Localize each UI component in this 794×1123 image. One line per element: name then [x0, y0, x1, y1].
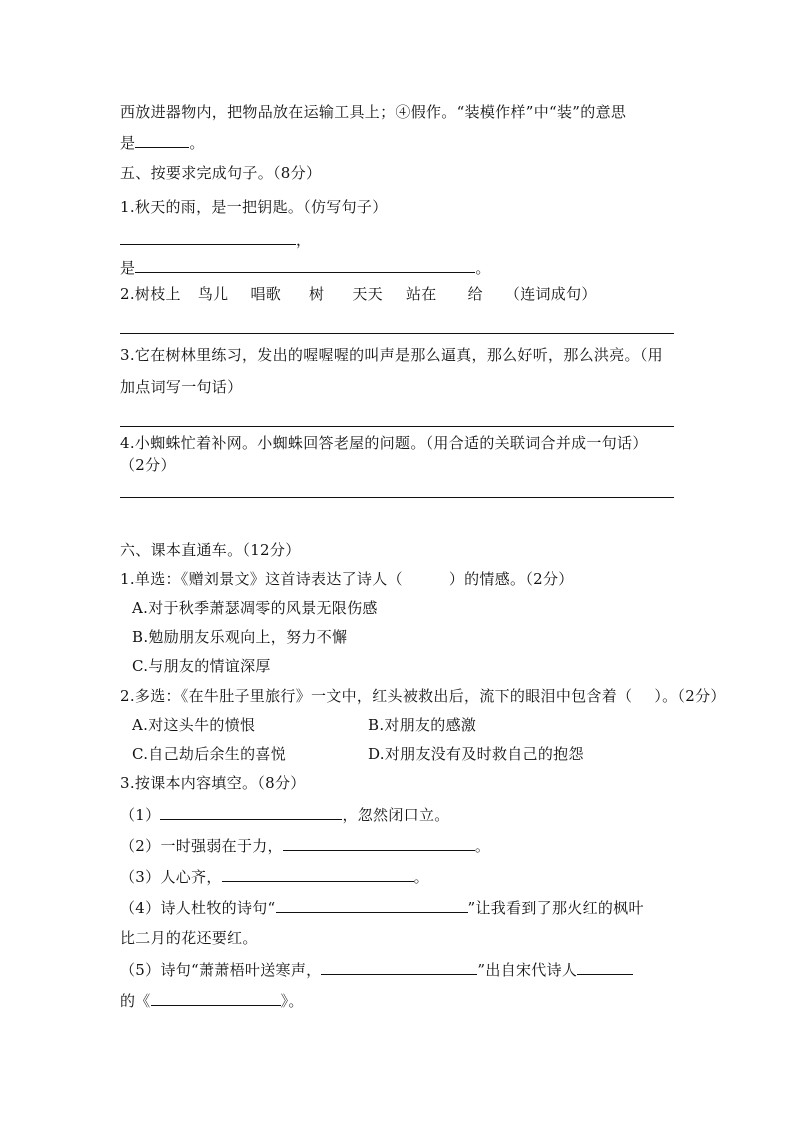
- s5-q4-prompt-1: [120, 432, 676, 454]
- s6-q3-item-5: [120, 958, 676, 980]
- s6-q2-stem: [120, 685, 726, 707]
- continuation-line-2: [120, 131, 676, 153]
- section6-heading-text: 六、课本直通车。（12分）: [120, 541, 301, 559]
- option-text: B.勉励朋友乐观向上，努力不懈: [132, 628, 348, 646]
- s5-q2-word: 鸟儿: [197, 285, 229, 303]
- s5-q3-text-2: 加点词写一句话）: [120, 378, 243, 396]
- s5-q2-prompt: [120, 283, 676, 305]
- s6-q3-item4-blank[interactable]: [276, 896, 468, 913]
- s5-q2-answer-line[interactable]: [120, 333, 674, 334]
- s5-q1-prompt: [120, 196, 676, 218]
- section5-heading: [120, 162, 676, 184]
- s6-q3-item-4: [120, 896, 676, 918]
- s5-q1-comma: ，: [296, 231, 312, 249]
- item-prefix: （4）诗人杜牧的诗句“: [120, 899, 276, 917]
- s5-q4-text-2: （2分）: [120, 456, 176, 474]
- s5-q2-word: 树: [309, 285, 325, 303]
- section6-heading: [120, 539, 676, 561]
- s6-q3-item-3: [120, 865, 676, 887]
- s5-q1-prefix: 是: [120, 259, 136, 277]
- item-suffix: 。: [474, 837, 491, 855]
- s5-q1-end: 。: [475, 259, 491, 277]
- s6-q3-item5-poet-blank[interactable]: [577, 958, 633, 975]
- s6-q1-stem-b: ）的情感。（2分）: [448, 570, 574, 588]
- s6-q2-stem-b: ）。（2分）: [654, 687, 726, 705]
- s6-q3-heading-text: 3.按课本内容填空。（8分）: [120, 774, 306, 792]
- s5-q2-word: 给: [467, 285, 483, 303]
- s6-q2-option-a[interactable]: A.对这头牛的愤恨: [132, 716, 256, 734]
- s5-q3-answer-line[interactable]: [120, 426, 674, 427]
- item-suffix: ”让我看到了那火红的枫叶: [467, 899, 644, 917]
- item-label: （1）: [120, 806, 161, 824]
- s5-q4-prompt-2: [120, 454, 676, 476]
- s6-q1-option-b[interactable]: [132, 626, 688, 648]
- section5-heading-text: 五、按要求完成句子。（8分）: [120, 164, 322, 182]
- s5-q2-num: 2.: [120, 285, 135, 303]
- s6-q3-item-4-cont: [120, 927, 676, 949]
- s5-q1-blank-1[interactable]: [120, 228, 296, 245]
- s6-q2-options-row-2: [132, 743, 688, 765]
- s5-q1-answer-line-1: [120, 228, 676, 250]
- s5-q4-answer-line[interactable]: [120, 497, 674, 498]
- item-prefix: 的《: [120, 992, 151, 1010]
- s5-q1-blank-2[interactable]: [135, 256, 475, 273]
- s6-q3-heading: [120, 772, 676, 794]
- continuation-line-1: [120, 101, 676, 123]
- s5-q2-instruction: （连词成句）: [504, 285, 597, 303]
- item-prefix: （2）一时强弱在于力，: [120, 837, 283, 855]
- s6-q3-item1-blank[interactable]: [160, 803, 342, 820]
- item-mid: ”出自宋代诗人: [477, 961, 578, 979]
- s6-q3-item5-blank-1[interactable]: [321, 958, 477, 975]
- continuation-end: 。: [189, 134, 205, 152]
- s6-q1-option-c[interactable]: [132, 655, 688, 677]
- continuation-text: 西放进器物内，把物品放在运输工具上；④假作。“装模作样”中“装”的意思: [120, 103, 627, 121]
- s5-q1-text: 1.秋天的雨，是一把钥匙。（仿写句子）: [120, 198, 388, 216]
- item-prefix: （3）人心齐，: [120, 868, 222, 886]
- s6-q3-item-5-cont: [120, 989, 676, 1011]
- s5-q2-word: 天天: [352, 285, 383, 303]
- s6-q2-options-row-1: [132, 714, 688, 736]
- s6-q1-stem: [120, 568, 676, 590]
- item-prefix: （5）诗句“萧萧梧叶送寒声，: [120, 961, 322, 979]
- s5-q3-prompt-2: [120, 376, 676, 398]
- option-text: A.对于秋季萧瑟凋零的风景无限伤感: [132, 599, 378, 617]
- option-text: C.与朋友的情谊深厚: [132, 657, 271, 675]
- continuation-prefix: 是: [120, 134, 136, 152]
- item-suffix: 。: [413, 868, 429, 886]
- s5-q3-prompt-1: [120, 344, 676, 366]
- item-suffix: ，忽然闭口立。: [342, 806, 450, 824]
- s6-q3-item3-blank[interactable]: [222, 865, 414, 882]
- item-text: 比二月的花还要红。: [120, 929, 258, 947]
- s6-q1-stem-a: 1.单选：《赠刘景文》这首诗表达了诗人（: [120, 570, 403, 588]
- s5-q2-word: 站在: [405, 285, 437, 303]
- s6-q3-item-1: [120, 803, 676, 825]
- s5-q4-text-1: 4.小蜘蛛忙着补网。小蜘蛛回答老屋的问题。（用合适的关联词合并成一句话）: [120, 434, 648, 452]
- s6-q3-item2-blank[interactable]: [283, 834, 475, 851]
- s6-q2-stem-a: 2.多选：《在牛肚子里旅行》一文中，红头被救出后，流下的眼泪中包含着（: [120, 687, 633, 705]
- item-suffix: 》。: [280, 992, 304, 1010]
- s6-q1-option-a[interactable]: [132, 597, 688, 619]
- s6-q2-option-d[interactable]: D.对朋友没有及时救自己的抱怨: [368, 745, 584, 763]
- s6-q3-item-2: [120, 834, 676, 856]
- s5-q3-text-1: 3.它在树林里练习，发出的喔喔喔的叫声是那么逼真，那么好听，那么洪亮。（用: [120, 346, 663, 364]
- zhuang-meaning-blank[interactable]: [135, 131, 189, 148]
- s5-q1-answer-line-2: [120, 256, 676, 278]
- s5-q2-word: 唱歌: [250, 285, 282, 303]
- s6-q3-item5-title-blank[interactable]: [151, 989, 281, 1006]
- s6-q2-option-c[interactable]: C.自己劫后余生的喜悦: [132, 745, 287, 763]
- s5-q2-word: 树枝上: [134, 285, 181, 303]
- s6-q2-option-b[interactable]: B.对朋友的感激: [368, 716, 477, 734]
